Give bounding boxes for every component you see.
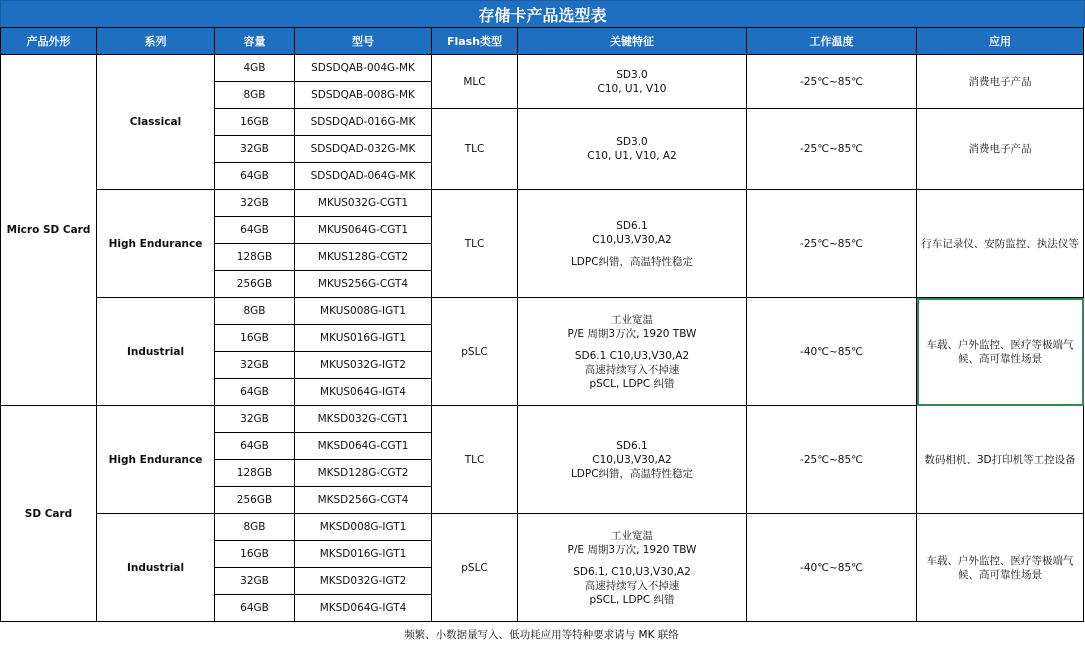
capacity-cell[interactable]: 4GB [215,55,295,82]
model-cell[interactable]: SDSDQAB-004G-MK [295,55,432,82]
flash-cell[interactable]: pSLC [432,514,518,622]
header-application[interactable]: 应用 [917,28,1084,55]
temperature-cell[interactable]: -25℃~85℃ [747,55,917,109]
application-cell[interactable]: 行车记录仪、安防监控、执法仪等 [917,190,1084,298]
temperature-cell[interactable]: -25℃~85℃ [747,109,917,190]
capacity-cell[interactable]: 32GB [215,568,295,595]
model-cell[interactable]: MKUS064G-IGT4 [295,379,432,406]
table-row [1,406,1084,433]
capacity-cell[interactable]: 8GB [215,298,295,325]
capacity-cell[interactable]: 64GB [215,433,295,460]
flash-cell[interactable]: MLC [432,55,518,109]
features-cell[interactable] [518,190,747,298]
header-model[interactable]: 型号 [295,28,432,55]
feature-line: SD6.1 [616,219,648,232]
feature-line: 高速持续写入不掉速 [584,363,680,376]
model-cell[interactable]: MKSD256G-CGT4 [295,487,432,514]
feature-line: P/E 周期3万次, 1920 TBW [567,543,697,556]
capacity-cell[interactable]: 64GB [215,217,295,244]
series-cell[interactable]: High Endurance [97,190,215,298]
product-table [0,27,1084,622]
flash-cell[interactable]: pSLC [432,298,518,406]
feature-line: 高速持续写入不掉速 [584,579,680,592]
header-features[interactable]: 关键特征 [518,28,747,55]
application-cell[interactable]: 数码相机、3D打印机等工控设备 [917,406,1084,514]
application-cell[interactable]: 消费电子产品 [917,55,1084,109]
model-cell[interactable]: MKUS064G-CGT1 [295,217,432,244]
capacity-cell[interactable]: 32GB [215,406,295,433]
model-cell[interactable]: MKUS008G-IGT1 [295,298,432,325]
header-series[interactable]: 系列 [97,28,215,55]
capacity-cell[interactable]: 64GB [215,379,295,406]
capacity-cell[interactable]: 64GB [215,163,295,190]
features-cell[interactable] [518,55,747,109]
features-cell[interactable] [518,109,747,190]
table-row [1,55,1084,82]
capacity-cell[interactable]: 128GB [215,244,295,271]
feature-line: LDPC纠错，高温特性稳定 [570,255,694,268]
capacity-cell[interactable]: 128GB [215,460,295,487]
model-cell[interactable]: MKUS032G-CGT1 [295,190,432,217]
capacity-cell[interactable]: 256GB [215,271,295,298]
model-cell[interactable]: SDSDQAD-016G-MK [295,109,432,136]
feature-line: SD3.0 [616,68,648,81]
table-row [1,190,1084,217]
header-form[interactable]: 产品外形 [1,28,97,55]
series-cell[interactable]: Industrial [97,298,215,406]
header-flash-type[interactable]: Flash类型 [432,28,518,55]
model-cell[interactable]: MKUS256G-CGT4 [295,271,432,298]
model-cell[interactable]: MKUS128G-CGT2 [295,244,432,271]
features-cell[interactable] [518,514,747,622]
header-row [1,28,1084,55]
table-row [1,298,1084,325]
temperature-cell[interactable]: -40℃~85℃ [747,514,917,622]
series-cell[interactable]: Classical [97,55,215,190]
feature-line: 工业宽温 [611,529,653,542]
feature-line: 工业宽温 [611,313,653,326]
capacity-cell[interactable]: 32GB [215,190,295,217]
form-cell[interactable]: SD Card [1,406,97,622]
form-cell[interactable]: Micro SD Card [1,55,97,406]
capacity-cell[interactable]: 8GB [215,82,295,109]
feature-line: SD6.1 [616,439,648,452]
sheet-title: 存储卡产品选型表 [0,0,1085,28]
model-cell[interactable]: SDSDQAD-032G-MK [295,136,432,163]
feature-line: LDPC纠错，高温特性稳定 [570,467,694,480]
capacity-cell[interactable]: 16GB [215,541,295,568]
series-cell[interactable]: High Endurance [97,406,215,514]
features-cell[interactable] [518,298,747,406]
model-cell[interactable]: MKSD032G-IGT2 [295,568,432,595]
application-cell-selected[interactable]: 车载、户外监控、医疗等极端气候、高可靠性场景 [917,298,1084,406]
model-cell[interactable]: MKSD016G-IGT1 [295,541,432,568]
application-cell[interactable]: 消费电子产品 [917,109,1084,190]
header-capacity[interactable]: 容量 [215,28,295,55]
model-cell[interactable]: SDSDQAB-008G-MK [295,82,432,109]
feature-line: SD3.0 [616,136,648,148]
model-cell[interactable]: MKSD008G-IGT1 [295,514,432,541]
application-cell[interactable]: 车载、户外监控、医疗等极端气候、高可靠性场景 [917,514,1084,622]
feature-line: P/E 周期3万次, 1920 TBW [567,327,697,340]
flash-cell[interactable]: TLC [432,406,518,514]
feature-line: C10, U1, V10 [597,82,667,95]
features-cell[interactable] [518,406,747,514]
capacity-cell[interactable]: 16GB [215,109,295,136]
capacity-cell[interactable]: 32GB [215,136,295,163]
capacity-cell[interactable]: 16GB [215,325,295,352]
table-row [1,514,1084,541]
feature-line: pSCL, LDPC 纠错 [589,377,675,390]
capacity-cell[interactable]: 32GB [215,352,295,379]
feature-line: pSCL, LDPC 纠错 [589,593,675,606]
model-cell[interactable]: MKSD064G-IGT4 [295,595,432,622]
temperature-cell[interactable]: -40℃~85℃ [747,298,917,406]
header-temperature[interactable]: 工作温度 [747,28,917,55]
feature-line: SD6.1 C10,U3,V30,A2 [574,349,690,362]
series-cell[interactable]: Industrial [97,514,215,622]
flash-cell[interactable]: TLC [432,109,518,190]
capacity-cell[interactable]: 64GB [215,595,295,622]
model-cell[interactable]: MKSD064G-CGT1 [295,433,432,460]
temperature-cell[interactable]: -25℃~85℃ [747,406,917,514]
flash-cell[interactable]: TLC [432,190,518,298]
feature-line: C10,U3,V30,A2 [592,233,672,246]
feature-line: C10, U1, V10, A2 [587,150,677,162]
model-cell[interactable]: MKUS016G-IGT1 [295,325,432,352]
capacity-cell[interactable]: 8GB [215,514,295,541]
feature-line: SD6.1, C10,U3,V30,A2 [573,565,691,578]
model-cell[interactable]: SDSDQAD-064G-MK [295,163,432,190]
feature-line: C10,U3,V30,A2 [592,453,672,466]
capacity-cell[interactable]: 256GB [215,487,295,514]
model-cell[interactable]: MKUS032G-IGT2 [295,352,432,379]
footer-note: 频繁、小数据量写入、低功耗应用等特种要求请与 MK 联络 [404,628,679,641]
model-cell[interactable]: MKSD128G-CGT2 [295,460,432,487]
temperature-cell[interactable]: -25℃~85℃ [747,190,917,298]
model-cell[interactable]: MKSD032G-CGT1 [295,406,432,433]
